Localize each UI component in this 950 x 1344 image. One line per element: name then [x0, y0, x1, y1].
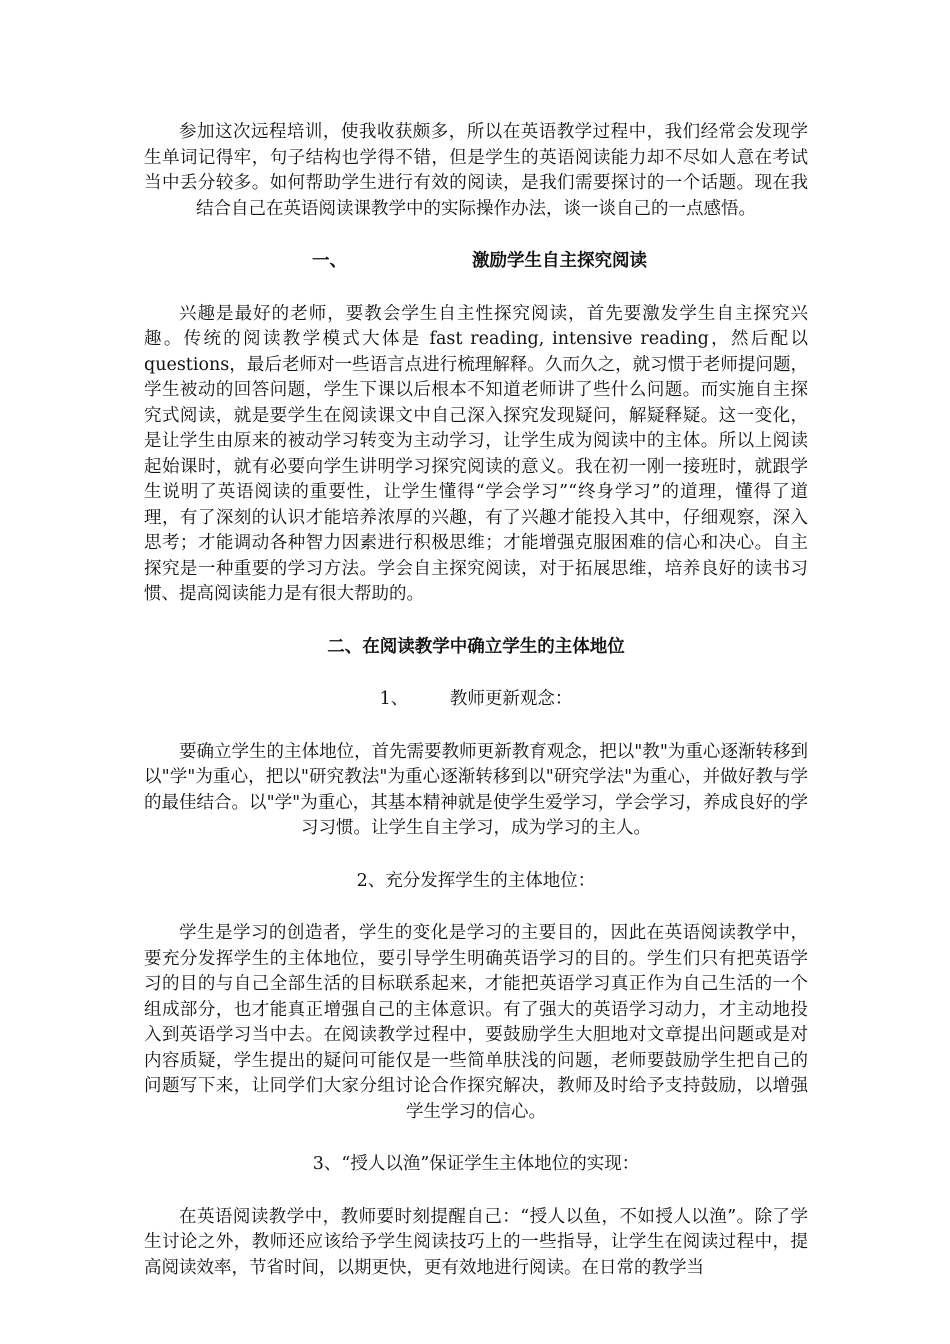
- subsection-1-title: 教师更新观念：: [449, 689, 573, 709]
- subsection-2-paragraph: 学生是学习的创造者，学生的变化是学习的主要目的，因此在英语阅读教学中，要充分发挥学生的主体地位，要引导学生明确英语学习的目的。学生们只有把英语学习的目的与自己全部生活的目标联系起来，才能把英语学习真正作为自己生活的一个组成部分，也才能真正增强自己的主体意识。有了强大的英语学习动力，才主动地投入到英语学习当中去。在阅读教学过程中，要鼓励学生大胆地对文章提出问题或是对内容质疑，学生提出的疑问可能仅是一些简单肤浅的问题，老师要鼓励学生把自己的问题写下来，让同学们大家分组讨论合作探究解决，教师及时给予支持鼓励，以增强学生学习的信心。: [144, 923, 808, 1122]
- document-page: [144, 120, 808, 1281]
- section-1-heading: [144, 249, 808, 275]
- subsection-3-heading: 3、“授人以渔”保证学生主体地位的实现：: [312, 1154, 640, 1174]
- subsection-2-heading: 2、充分发挥学生的主体地位：: [356, 870, 596, 891]
- section-1-paragraph: 兴趣是最好的老师，要教会学生自主性探究阅读，首先要激发学生自主探究兴趣。传统的阅读教学模式大体是 fast reading, intensive reading，然后配以 questions，最后老师对一些语言点进行梳理解释。久而久之，就习惯于老师提问题，学生被动的回答问题，学生下课以后根本不知道老师讲了些什么问题。而实施自主探究式阅读，就是要学生在阅读课文中自己深入探究发现疑问，解疑释疑。这一变化，是让学生由原来的被动学习转变为主动学习，让学生成为阅读中的主体。所以上阅读起始课时，就有必要向学生讲明学习探究阅读的意义。我在初一刚一接班时，就跟学生说明了英语阅读的重要性，让学生懂得“学会学习”“终身学习”的道理，懂得了道理，有了深刻的认识才能培养浓厚的兴趣，有了兴趣才能投入其中，仔细观察，深入思考；才能调动各种智力因素进行积极思维；才能增强克服困难的信心和决心。自主探究是一种重要的学习方法。学会自主探究阅读，对于拓展思维，培养良好的读书习惯、提高阅读能力是有很大帮助的。: [144, 303, 808, 604]
- intro-paragraph: 参加这次远程培训，使我收获颇多，所以在英语教学过程中，我们经常会发现学生单词记得牢，句子结构也学得不错，但是学生的英语阅读能力却不尽如人意在考试当中丢分较多。如何帮助学生进行有效的阅读，是我们需要探讨的一个话题。现在我结合自己在英语阅读课教学中的实际操作办法，谈一谈自己的一点感悟。: [144, 122, 808, 219]
- section-2-heading: 二、在阅读教学中确立学生的主体地位: [327, 636, 625, 657]
- subsection-3-paragraph: 在英语阅读教学中，教师要时刻提醒自己：“授人以鱼，不如授人以渔”。除了学生讨论之外，教师还应该给予学生阅读技巧上的一些指导，让学生在阅读过程中，提高阅读效率，节省时间，以期更快，更有效地进行阅读。在日常的教学当: [144, 1206, 808, 1278]
- subsection-1-number: 1、: [379, 689, 409, 709]
- subsection-1-paragraph: 要确立学生的主体地位，首先需要教师更新教育观念，把以"教"为重心逐渐转移到以"学"为重心，把以"研究教法"为重心逐渐转移到以"研究学法"为重心，并做好教与学的最佳结合。以"学"为重心，其基本精神就是使学生爱学习，学会学习，养成良好的学习习惯。让学生自主学习，成为学习的主人。: [144, 741, 808, 838]
- section-1-title: 激励学生自主探究阅读: [472, 251, 647, 271]
- subsection-1-heading: [144, 687, 808, 713]
- section-1-number: 一、: [312, 251, 347, 271]
